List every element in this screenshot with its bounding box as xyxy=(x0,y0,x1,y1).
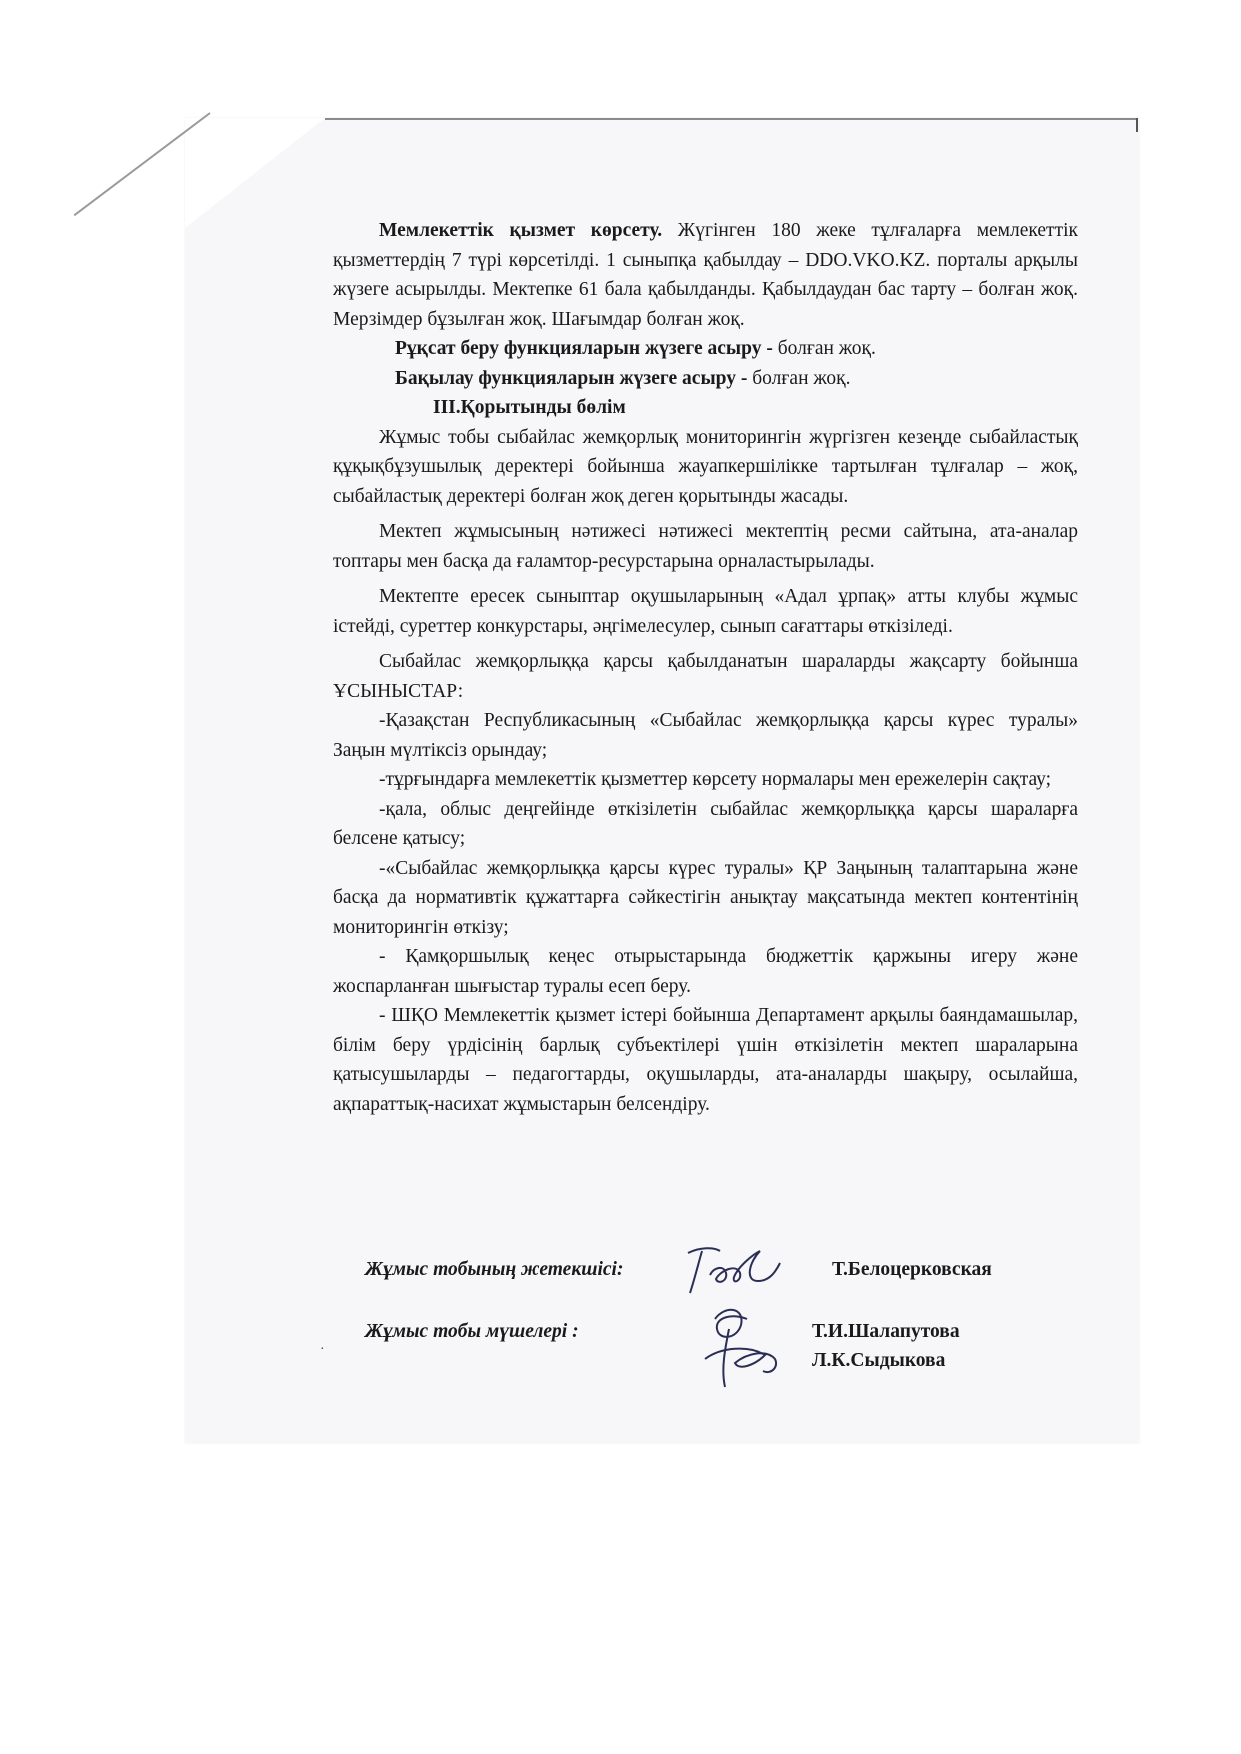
bold-lead: Мемлекеттік қызмет көрсету. xyxy=(379,220,663,241)
paragraph-public-services xyxy=(333,216,1078,334)
member-signature-icon xyxy=(695,1299,785,1394)
paragraph-results-published: Мектеп жұмысының нәтижесі нәтижесі мектептің ресми сайтына, ата-аналар топтары мен басқа да ғаламтор-ресурстарына орналастырылады. xyxy=(333,521,1078,572)
member-name-1: Т.И.Шалапутова xyxy=(812,1321,960,1342)
recommendation-item: - ШҚО Мемлекеттік қызмет істері бойынша Департамент арқылы баяндамашылар, білім беру үрдісінің барлық субъектілері үшін өткізілетін мектеп шараларына қатысушыларды – педагогтарды, оқушыларды, ата-аналарды шақыру, осылайша, ақпараттық-насихат жұмыстарын белсендіру. xyxy=(333,1005,1078,1115)
bold-lead: Бақылау функцияларын жүзеге асыру - xyxy=(395,367,748,389)
leader-label: Жұмыс тобының жетекшісі: xyxy=(365,1259,624,1280)
section-title: III.Қорытынды бөлім xyxy=(433,397,626,418)
recommendation-item: -Қазақстан Республикасының «Сыбайлас жемқорлыққа қарсы күрес туралы» Заңын мүлтіксіз орындау; xyxy=(333,710,1078,761)
paragraph-permits xyxy=(333,334,1078,364)
document-body xyxy=(333,216,1078,1119)
paragraph-control xyxy=(333,364,1078,394)
paragraph-conclusion: Жұмыс тобы сыбайлас жемқорлық мониторингін жүргізген кезеңде сыбайластық құқықбұзушылық деректері бойынша жауапкершілікке тартылған тұлғалар – жоқ, сыбайластық деректері болған жоқ деген қорытынды жасады. xyxy=(333,426,1078,507)
member-name-2: Л.К.Сыдыкова xyxy=(812,1350,946,1371)
leader-name: Т.Белоцерковская xyxy=(832,1259,992,1280)
scan-speck: · xyxy=(320,1342,325,1357)
paragraph-text: болған жоқ. xyxy=(772,338,876,359)
bold-lead: Рұқсат беру функцияларын жүзеге асыру - xyxy=(395,338,773,359)
recommendation-item: -қала, облыс деңгейінде өткізілетін сыбайлас жемқорлыққа қарсы шараларға белсене қатысу; xyxy=(333,798,1078,849)
recommendation-item: -«Сыбайлас жемқорлыққа қарсы күрес туралы» ҚР Заңының талаптарына және басқа да нормативтік құжаттарға сәйкестігін анықтау мақсатында мектеп контентінің мониторингін өткізу; xyxy=(333,857,1078,938)
members-label: Жұмыс тобы мүшелері : xyxy=(365,1321,579,1342)
paragraph-club: Мектепте ересек сыныптар оқушыларының «Адал ұрпақ» атты клубы жұмыс істейді, суреттер конкурстары, әңгімелесулер, сынып сағаттары өткізіледі. xyxy=(333,586,1078,637)
signature-block xyxy=(365,1259,1005,1389)
paragraph-recommendations-heading: Сыбайлас жемқорлыққа қарсы қабылданатын шараларды жақсарту бойынша ҰСЫНЫСТАР: xyxy=(333,651,1078,702)
recommendation-item: - Қамқоршылық кеңес отырыстарында бюджеттік қаржыны игеру және жоспарланған шығыстар туралы есеп беру. xyxy=(333,946,1078,997)
paragraph-text: Жүгінген 180 жеке тұлғаларға мемлекеттік қызметтердің 7 түрі көрсетілді. 1 сыныпқа қабылдау – DDO.VKO.KZ. порталы арқылы жүзеге асырылды. Мектепке 61 бала қабылданды. Қабылдаудан бас тарту – болған жоқ. Мерзімдер бұзылған жоқ. Шағымдар болған жоқ. xyxy=(333,220,1078,330)
paragraph-text: болған жоқ. xyxy=(747,367,851,389)
leader-signature-icon xyxy=(680,1241,790,1301)
folded-corner xyxy=(185,118,325,228)
page-top-edge xyxy=(325,118,1137,120)
page-right-mark xyxy=(1136,118,1138,132)
recommendation-item: -тұрғындарға мемлекеттік қызметтер көрсету нормалары мен ережелерін сақтау; xyxy=(379,769,1052,790)
